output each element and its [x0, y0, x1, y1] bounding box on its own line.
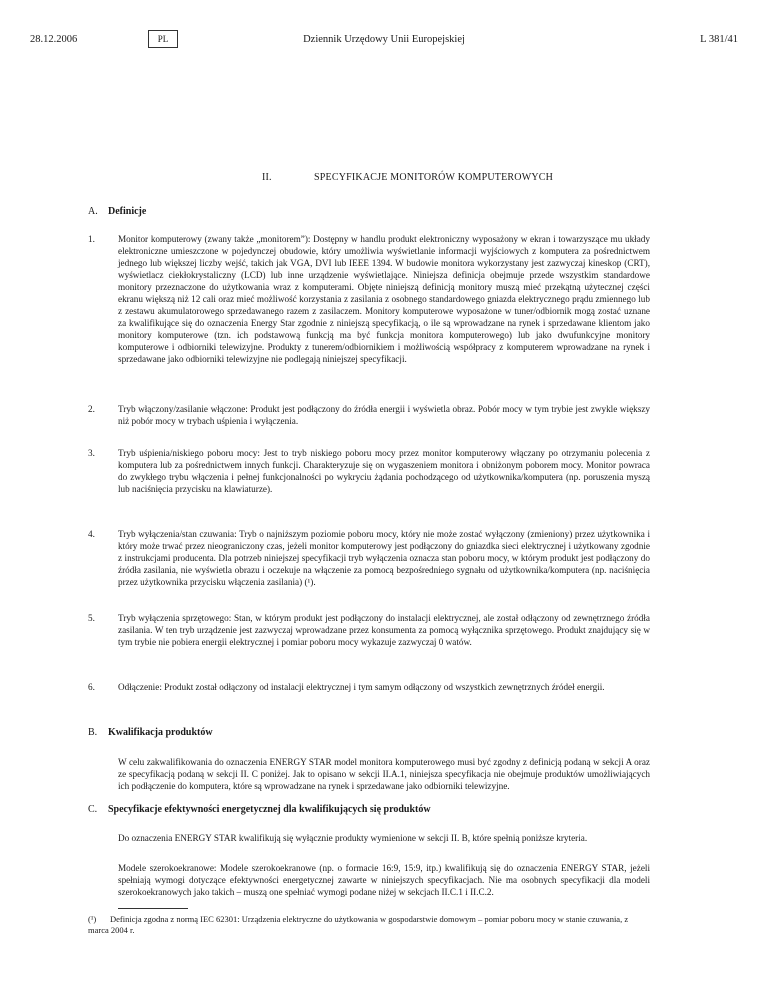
part-c-letter: C.	[88, 804, 98, 815]
part-b-heading	[88, 727, 213, 738]
footnote-text: Definicja zgodna z normą IEC 62301: Urządzenia elektryczne do użytkowania w gospodarstwie domowym – pomiar poboru mocy w stanie czuwania, z marca 2004 r.	[88, 914, 629, 935]
definition-number: 4.	[88, 529, 95, 539]
definition-number: 2.	[88, 404, 95, 414]
definition-text: Odłączenie: Produkt został odłączony od instalacji elektrycznej i tym samym odłączony od wszystkich zewnętrznych źródeł energii.	[118, 682, 605, 692]
definition-number: 5.	[88, 613, 95, 623]
definition-number: 1.	[88, 234, 95, 244]
part-c-title: Specyfikacje efektywności energetycznej dla kwalifikujących się produktów	[108, 804, 431, 815]
part-c-text-2: Modele szerokoekranowe: Modele szerokoekranowe (np. o formacie 16:9, 15:9, itp.) kwalifikują się do oznaczenia ENERGY STAR, jeżeli spełniają wymogi dotyczące efektywności energetycznej zawarte w niniejszych specyfikacjach. Nie ma osobnych specyfikacji dla modeli szerokoekranowych jako takich – muszą one spełniać wymogi podane niżej w sekcjach II.C.1 i II.C.2.	[118, 863, 650, 897]
footnote	[88, 914, 650, 936]
definition-text: Tryb włączony/zasilanie włączone: Produkt jest podłączony do źródła energii i wyświetla obraz. Pobór mocy w tym trybie jest zwykle większy niż pobór mocy w trybach uśpienia i wyłączenia.	[118, 404, 650, 426]
definition-text: Tryb uśpienia/niskiego poboru mocy: Jest to tryb niskiego poboru mocy przez monitor komputerowy włączany po otrzymaniu polecenia z komputera lub za pośrednictwem innych funkcji. Charakteryzuje się on wygaszeniem monitora i obniżonym poborem mocy. Monitor powraca do zwykłego trybu włączenia i pełnej funkcjonalności po wykryciu żądania pochodzącego od użytkownika/komputera (np. poruszenia myszą lub naciśnięcia przycisku na klawiaturze).	[118, 448, 650, 494]
definition-text: Tryb wyłączenia sprzętowego: Stan, w którym produkt jest podłączony do instalacji elektrycznej, ale został odłączony od zewnętrznego źródła zasilania. W ten tryb urządzenie jest zazwyczaj wprowadzane przez konsumenta za pomocą wyłącznika sprzętowego. Produkt znajdujący się w tym trybie nie pobiera energii elektrycznej i pomiar poboru mocy wykazuje zazwyczaj 0 watów.	[118, 613, 650, 647]
part-c-text-1: Do oznaczenia ENERGY STAR kwalifikują się wyłącznie produkty wymienione w sekcji II. B, które spełnią poniższe kryteria.	[118, 833, 588, 843]
part-c-heading	[88, 804, 431, 815]
footnote-divider	[118, 908, 188, 909]
part-a-title: Definicje	[108, 206, 147, 217]
section-title: SPECYFIKACJE MONITORÓW KOMPUTEROWYCH	[314, 172, 554, 183]
section-heading	[262, 172, 553, 183]
language-badge: PL	[148, 30, 178, 48]
definition-number: 3.	[88, 448, 95, 458]
footnote-mark: (¹)	[88, 914, 97, 924]
page-number: L 381/41	[700, 34, 738, 45]
part-a-heading	[88, 206, 146, 217]
definition-text: Tryb wyłączenia/stan czuwania: Tryb o najniższym poziomie poboru mocy, który nie może zostać wyłączony (zmieniony) przez użytkownika i który może trwać przez nieograniczony czas, jeżeli monitor komputerowy jest podłączony do gniazdka sieci elektrycznej i użytkowany zgodnie z instrukcjami producenta. Dla potrzeb niniejszej specyfikacji tryb wyłączenia oznacza stan poboru mocy, w którym produkt jest podłączony do źródła zasilania, nie wyświetla obrazu i oczekuje na włączenie za pomocą bezpośredniego sygnału od użytkownika/komputera (np. naciśnięcia przez użytkownika przycisku włączenia zasilania) (¹).	[118, 529, 650, 587]
part-b-title: Kwalifikacja produktów	[108, 727, 213, 738]
journal-title: Dziennik Urzędowy Unii Europejskiej	[303, 34, 465, 45]
part-a-letter: A.	[88, 206, 98, 217]
definition-text: Monitor komputerowy (zwany także „monitorem”): Dostępny w handlu produkt elektroniczny wyposażony w ekran i towarzyszące mu układy elektroniczne umieszczone w pojedynczej obudowie, który umożliwia wyświetlanie informacji wyjściowych z komputera za pośrednictwem jednego lub większej liczby wejść, takich jak VGA, DVI lub IEEE 1394. W budowie monitora wykorzystany jest zazwyczaj kineskop (CRT), wyświetlacz ciekłokrystaliczny (LCD) lub inne urządzenie wyświetlające. Niniejsza definicja obejmuje przede wszystkim standardowe monitory przeznaczone do użytkowania wraz z komputerami. Objęte niniejszą definicją monitory muszą mieć przekątną użytecznej części ekranu większą niż 12 cali oraz mieć możliwość korzystania z zasilania z osobnego standardowego gniazda elektrycznego prądu zmiennego lub z zestawu akumulatorowego sprzedawanego razem z zasilaczem. Monitory komputerowe wyposażone w tuner/odbiornik mogą zostać uznane za kwalifikujące się do oznaczenia Energy Star zgodnie z niniejszą specyfikacją, o ile są wprowadzane na rynek i sprzedawane klientom jako monitory komputerowe (tzn. ich podstawową funkcją ma być funkcja monitora komputerowego) lub jako dwufunkcyjne monitory komputerowe i odbiorniki telewizyjne. Produkty z tunerem/odbiornikiem i możliwością współpracy z komputerem wprowadzane na rynek i sprzedawane jako odbiorniki telewizyjne nie podlegają niniejszej specyfikacji.	[118, 234, 650, 364]
part-b-letter: B.	[88, 727, 98, 738]
section-number: II.	[262, 172, 272, 183]
header-date: 28.12.2006	[30, 34, 78, 45]
definition-number: 6.	[88, 682, 95, 692]
part-b-text: W celu zakwalifikowania do oznaczenia ENERGY STAR model monitora komputerowego musi być zgodny z definicją podaną w sekcji A oraz ze specyfikacją podaną w sekcji II. C poniżej. Jak to opisano w sekcji II.A.1, niniejsza specyfikacja nie obejmuje produktów umożliwiających ich podłączenie do komputera, które są wprowadzane na rynek i sprzedawane jako odbiorniki telewizyjne.	[118, 757, 650, 791]
